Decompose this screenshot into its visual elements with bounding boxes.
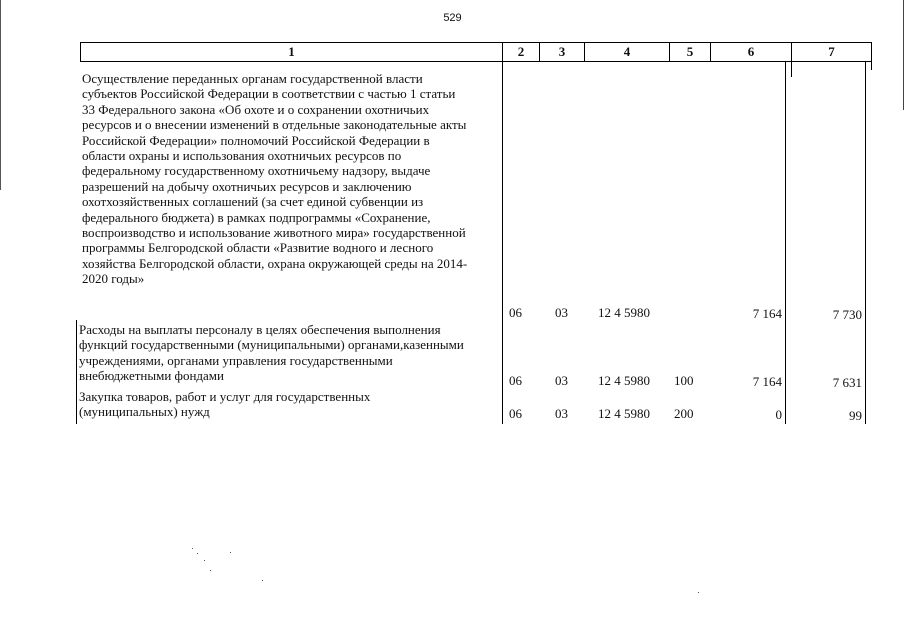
cell-c2: 06 — [509, 406, 522, 421]
header-col-3: 3 — [539, 42, 585, 62]
row-description: Закупка товаров, работ и услуг для государственных (муниципальных) нужд — [79, 389, 371, 420]
column-rule — [76, 320, 77, 424]
header-col-1: 1 — [80, 42, 503, 62]
cell-c7: 7 730 — [832, 307, 862, 322]
header-col-2: 2 — [502, 42, 540, 62]
cell-c3: 03 — [555, 373, 568, 388]
cell-c6: 0 — [775, 407, 782, 422]
cell-c2: 06 — [509, 305, 522, 320]
scan-edge-left — [0, 0, 1, 190]
cell-c3: 03 — [555, 305, 568, 320]
cell-c3: 03 — [555, 406, 568, 421]
column-rule — [502, 62, 503, 424]
column-rule — [871, 62, 872, 70]
column-rule — [791, 62, 792, 77]
header-col-5: 5 — [669, 42, 711, 62]
cell-c4: 12 4 5980 — [598, 406, 650, 421]
cell-c5: 100 — [674, 373, 694, 388]
row-description: Расходы на выплаты персоналу в целях обеспечения выполнения функций государственными (муниципальными) органами,казенными учреждениями, органами управления государственными внебюджетными фондами — [79, 322, 464, 384]
cell-c7: 7 631 — [832, 375, 862, 390]
column-rule — [865, 62, 866, 424]
header-col-6: 6 — [710, 42, 792, 62]
cell-c2: 06 — [509, 373, 522, 388]
row-description: Осуществление переданных органам государственной власти субъектов Российской Федерации в соответствии с частью 1 статьи 33 Федерального закона «Об охоте и о сохранении охотничьих ресурсов и о внесении изменений в отдельные законодательные акты Российской Федерации» полномочий Российской Федерации в области охраны и использования охотничьих ресурсов по федеральному государственному охотничьему надзору, выдаче разрешений на добычу охотничьих ресурсов и заключению охотхозяйственных соглашений (за счет единой субвенции из федерального бюджета) в рамках подпрограммы «Сохранение, воспроизводство и использование животного мира» государственной программы Белгородской области «Развитие водного и лесного хозяйства Белгородской области, охрана окружающей среды на 2014- 2020 годы» — [82, 71, 468, 287]
cell-c6: 7 164 — [752, 306, 782, 321]
cell-c6: 7 164 — [752, 374, 782, 389]
scan-edge-right — [903, 0, 904, 110]
header-col-4: 4 — [584, 42, 670, 62]
cell-c4: 12 4 5980 — [598, 305, 650, 320]
cell-c4: 12 4 5980 — [598, 373, 650, 388]
page-number: 529 — [443, 12, 462, 24]
column-rule — [785, 62, 786, 424]
cell-c5: 200 — [674, 406, 694, 421]
header-col-7: 7 — [791, 42, 872, 62]
cell-c7: 99 — [849, 408, 862, 423]
